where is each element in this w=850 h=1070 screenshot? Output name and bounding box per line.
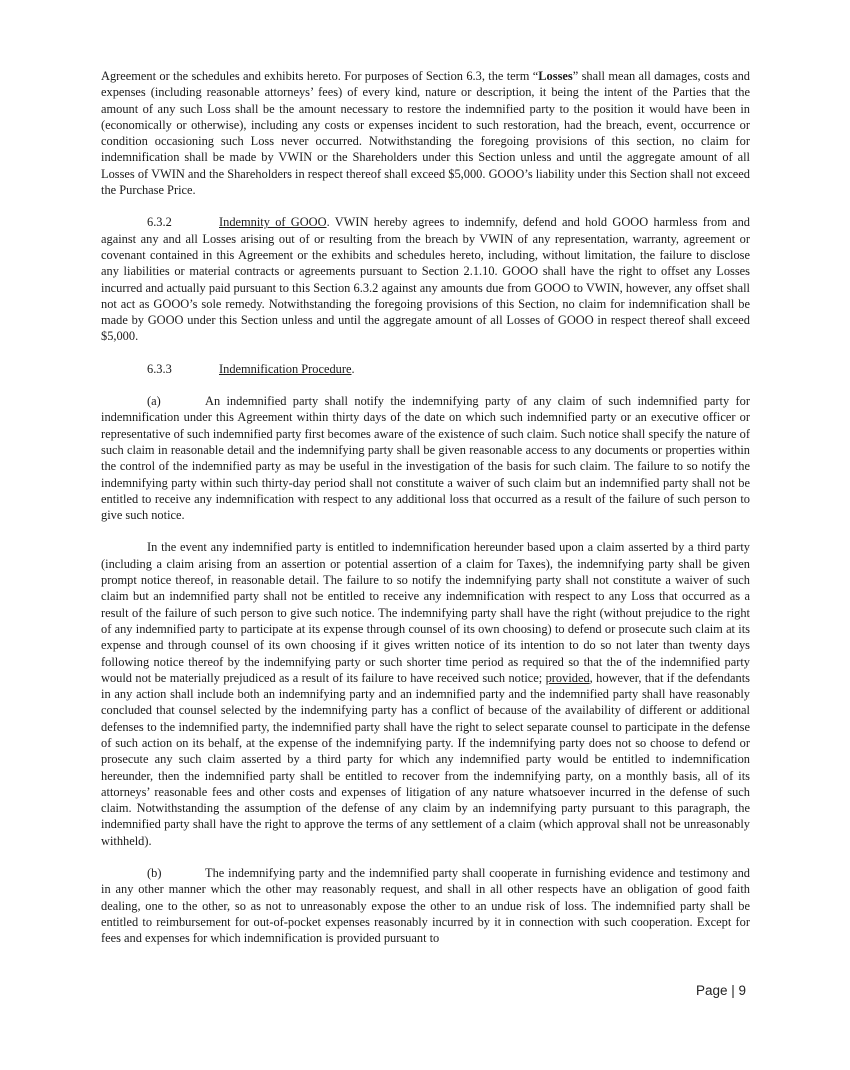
paragraph-third-party-claims: In the event any indemnified party is entitled to indemnification hereunder based upon a claim asserted by a third party (including a claim arising from an assertion or potential assertion of a claim for Taxes), the indemnifying party shall be given prompt notice thereof, in reasonable detail. The failure to so notify the indemnifying party shall not constitute a waiver of such claim but an indemnified party shall not be entitled to receive any indemnification with respect to any Loss that occurred as a result of the failure of such person to give such notice. The indemnifying party shall have the right (without prejudice to the right of any indemnified party to participate at its expense through counsel of its own choosing) to defend or prosecute such claim at its expense and through counsel of its own choosing if it gives written notice of its intention to do so not later than twenty days following notice thereof by the indemnifying party or such shorter time period as required so that the of the indemnified party would not be materially prejudiced as a result of its failure to have received such notice; provided, however, that if the defendants in any action shall include both an indemnifying party and an indemnified party and the indemnified party shall have reasonably concluded that counsel selected by the indemnifying party has a conflict of because of the availability of different or additional defenses to the indemnified party, the indemnified party shall have the right to select separate counsel to participate in the defense of such action on its behalf, at the expense of the indemnifying party. If the indemnifying party does not so choose to defend or prosecute any such claim asserted by a third party for which any indemnified party would be entitled to indemnification hereunder, then the indemnified party shall be entitled to recover from the indemnifying party, on a monthly basis, all of its attorneys’ reasonable fees and other costs and expenses of litigation of any nature whatsoever incurred in the defense of such claim. Notwithstanding the assumption of the defense of any claim by an indemnifying party pursuant to this paragraph, the indemnified party shall have the right to approve the terms of any settlement of a claim (which approval shall not be unreasonably withheld). bbox=[101, 540, 750, 848]
section-number: 6.3.2 bbox=[147, 215, 172, 230]
paragraph-losses-definition: Agreement or the schedules and exhibits hereto. For purposes of Section 6.3, the term “Losses” shall mean all damages, costs and expenses (including reasonable attorneys’ fees) of every kind, nature or description, it being the intent of the Parties that the amount of any such Loss shall be the amount necessary to restore the indemnified party to the position it would have been in (economically or otherwise), including any costs or expenses incident to such restoration, had the breach, event, occurrence or condition occasioning such Loss never occurred. Notwithstanding the foregoing provisions of this section, no claim for indemnification shall be made by VWIN or the Shareholders under this Section unless and until the aggregate amount of all Losses of VWIN and the Shareholders in respect thereof shall exceed $5,000. GOOO’s liability under this Section shall not exceed the Purchase Price. bbox=[101, 69, 751, 198]
section-6-3-2: 6.3.2 Indemnity of GOOO. VWIN hereby agrees to indemnify, defend and hold GOOO harmless from and against any and all Losses arising out of or resulting from the breach by VWIN of any representation, warranty, agreement or covenant contained in this Agreement or the exhibits and schedules hereto, including, without limitation, the failure to disclose any liabilities or material contracts or agreements pursuant to Section 2.1.10. GOOO shall have the right to offset any Losses incurred and actually paid pursuant to this Section 6.3.2 against any amounts due from GOOO to VWIN, however, any offset shall not act as GOOO’s sole remedy. Notwithstanding the foregoing provisions of this Section, no claim for indemnification shall be made by GOOO under this Section unless and until the aggregate amount of all Losses of GOOO in respect thereof shall exceed $5,000. bbox=[101, 215, 750, 344]
page-number: Page | 9 bbox=[696, 983, 747, 998]
section-6-3-3: 6.3.3 Indemnification Procedure. bbox=[147, 361, 355, 376]
subsection-b: (b) The indemnifying party and the indemnified party shall cooperate in furnishing evidence and testimony and in any other manner which the other may reasonably request, and shall in all other respects have an obligation of good faith dealing, one to the other, so as not to unreasonably expose the other to an undue risk of loss. The indemnified party shall be entitled to reimbursement for out-of-pocket expenses reasonably incurred by it in connection with such cooperation. Except for fees and expenses for which indemnification is provided pursuant to bbox=[101, 866, 750, 946]
section-number: 6.3.3 bbox=[147, 361, 172, 376]
document-body bbox=[101, 68, 750, 963]
section-heading: Indemnity of GOOO bbox=[219, 215, 327, 230]
subsection-label: (b) bbox=[147, 866, 162, 881]
defined-term-losses: Losses bbox=[538, 69, 573, 83]
section-heading: Indemnification Procedure bbox=[219, 361, 352, 376]
provided-term: provided bbox=[545, 670, 590, 685]
subsection-a: (a) An indemnified party shall notify the indemnifying party of any claim of such indemnified party for indemnification under this Agreement within thirty days of the date on which such indemnified party or an executive officer or representative of such indemnified party first becomes aware of the existence of such claim. Such notice shall specify the nature of such claim in reasonable detail and the indemnifying party shall be given reasonable access to any documents or properties within the control of the indemnified party as may be useful in the investigation of the basis for such claim. The failure to so notify the indemnifying party within such thirty-day period shall not constitute a waiver of such claim but an indemnified party shall not be entitled to receive any indemnification with respect to any additional loss that occurred as a result of the failure of such person to give such notice. bbox=[101, 394, 750, 523]
subsection-label: (a) bbox=[147, 394, 161, 409]
